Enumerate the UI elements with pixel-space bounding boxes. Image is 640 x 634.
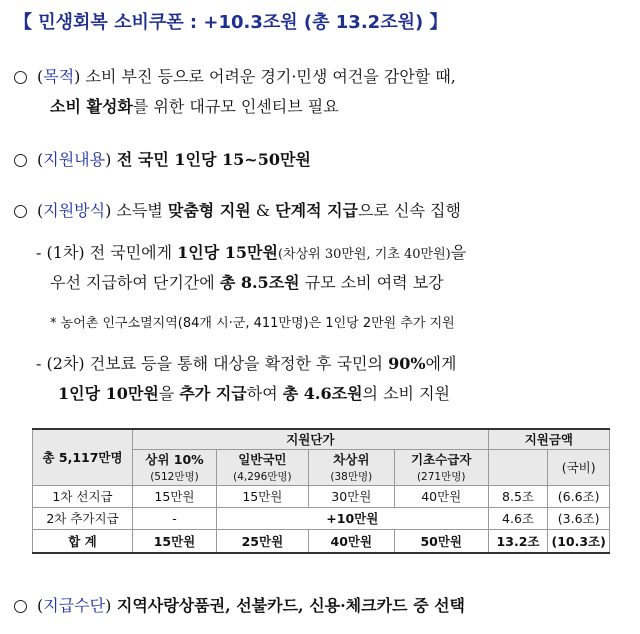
phase1-prefix: - (1차) 전 국민에게 [36,243,178,262]
table-col-header [488,449,548,485]
table-cell: (3.6조) [548,507,610,529]
col-sub: (38만명) [330,471,373,483]
bullet-circle-icon [14,205,27,218]
purpose-strong: 소비 활성화 [50,97,133,116]
method-line: (지원방식) 소득별 맞춤형 지원 & 단계적 지급으로 신속 집행 [14,198,461,221]
phase1-line2-b: 규모 소비 여력 보강 [299,273,444,292]
content-line: (지원내용) 전 국민 1인당 15~50만원 [14,147,311,170]
phase1-small: (차상위 30만원, 기초 40만원) [277,247,451,262]
table-col-header [216,449,308,485]
table-cell: 30만원 [308,485,394,507]
col-sub: (271만명) [416,471,466,483]
purpose-text: 소비 부진 등으로 어려운 경기·민생 여건을 감안할 때, [80,67,456,86]
phase2-text-4: 의 소비 지원 [362,384,450,403]
method-text-3: 으로 신속 집행 [358,201,461,220]
col-name: 차상위 [333,452,370,467]
table-cell: 8.5조 [488,485,548,507]
col-name: 기초수급자 [411,452,472,467]
table-cell: 40만원 [308,529,394,553]
method-text-2: & [250,201,276,220]
phase1-line2-a: 우선 지급하여 단기간에 [50,273,220,292]
table-cell: 25만원 [216,529,308,553]
content-label: 지원내용 [43,150,106,169]
table-row [33,507,610,529]
col-sub: (4,296만명) [233,471,292,483]
table-cell: 15만원 [216,485,308,507]
table-col-header [394,449,488,485]
row-label: 2차 추가지급 [33,507,133,529]
purpose-line-2 [50,94,339,117]
table-col-header [308,449,394,485]
bullet-circle-icon [14,71,27,84]
table-group-amount: 지원금액 [488,429,609,449]
table-corner: 총 5,117만명 [33,429,133,485]
row-label: 합 계 [33,529,133,553]
col-sub: (512만명) [150,471,199,483]
page-title: 【 민생회복 소비쿠폰 : +10.3조원 (총 13.2조원) 】 [14,12,448,33]
col-name: 일반국민 [238,452,287,467]
method-text-1: 소득별 [111,201,168,220]
table-cell: - [133,507,217,529]
table-row-total [33,529,610,553]
table-row [33,485,610,507]
footnote: * 농어촌 인구소멸지역(84개 시·군, 411만명)은 1인당 2만원 추가 지원 [50,316,455,331]
bullet-circle-icon [14,154,27,167]
purpose-line: (목적) 소비 부진 등으로 어려운 경기·민생 여건을 감안할 때, [14,64,456,87]
table-cell: 15만원 [133,485,217,507]
row-label: 1차 선지급 [33,485,133,507]
phase1-line-2 [50,270,444,293]
phase1-line [36,240,466,263]
method-label: 지원방식 [43,201,106,220]
table-cell: 4.6조 [488,507,548,529]
phase2-text-3: 하여 [246,384,283,403]
table-cell: (6.6조) [548,485,610,507]
bullet-circle-icon [14,600,27,613]
table-group-unit: 지원단가 [133,429,489,449]
phase1-strong-1: 1인당 15만원 [177,243,278,262]
payment-line: (지급수단) 지역사랑상품권, 선불카드, 신용·체크카드 중 선택 [14,593,465,616]
payment-label: 지급수단 [43,596,106,615]
table-cell: (10.3조) [548,529,610,553]
table-cell: 40만원 [394,485,488,507]
payment-text: 지역사랑상품권, 선불카드, 신용·체크카드 중 선택 [111,596,466,615]
table-cell: 50만원 [394,529,488,553]
col-name: 상위 10% [145,452,204,467]
phase2-text-2: 을 [158,384,180,403]
phase2-prefix: - (2차) 건보료 등을 통해 대상을 확정한 후 국민의 [36,354,389,373]
phase2-text-1: 에게 [425,354,457,373]
phase2-strong-4: 총 4.6조원 [282,384,363,403]
phase1-text-2: 을 [450,243,467,262]
table-cell: 15만원 [133,529,217,553]
purpose-text-2: 를 위한 대규모 인센티브 필요 [132,97,339,116]
phase1-strong-2: 총 8.5조원 [219,273,300,292]
phase2-line-2 [58,381,450,404]
content-text: 전 국민 1인당 15~50만원 [111,150,311,169]
phase2-line [36,351,456,374]
table-col-national: (국비) [548,449,610,485]
table-cell: 13.2조 [488,529,548,553]
method-strong-1: 맞춤형 지원 [167,201,251,220]
support-table [32,428,610,554]
table-cell-merged: +10만원 [216,507,488,529]
table-col-header [133,449,217,485]
phase2-strong-3: 추가 지급 [179,384,247,403]
phase2-strong-1: 90% [388,354,426,373]
method-strong-2: 단계적 지급 [275,201,359,220]
phase2-strong-2: 1인당 10만원 [58,384,159,403]
purpose-label: 목적 [43,67,75,86]
